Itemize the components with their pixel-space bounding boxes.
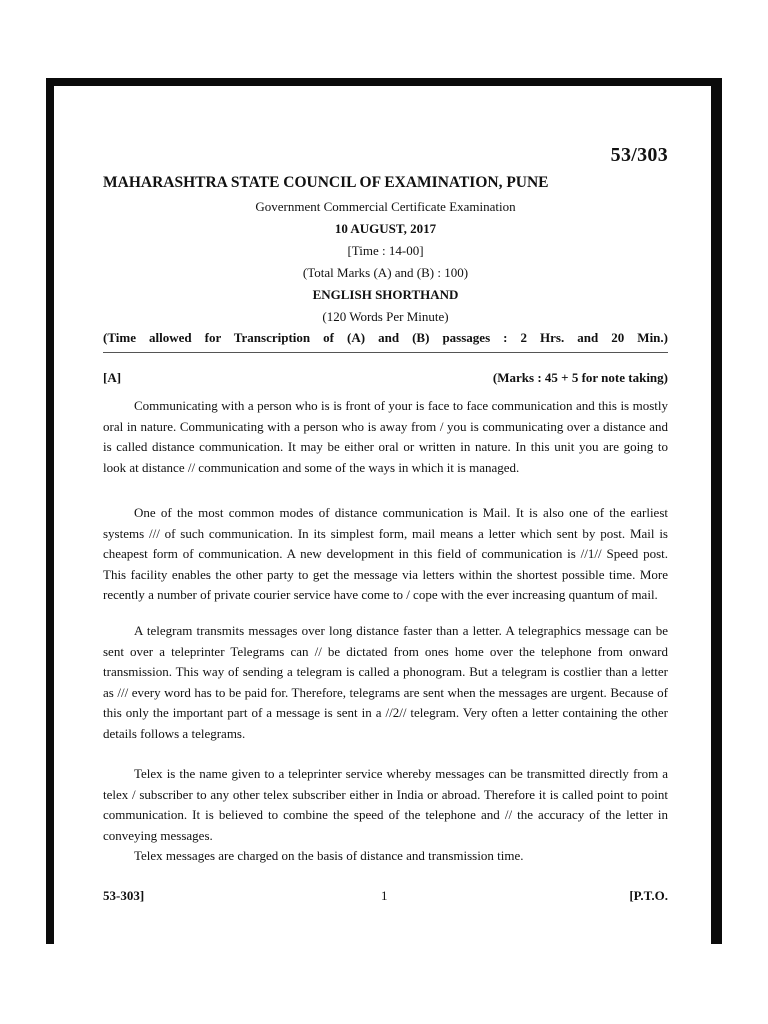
exam-date: 10 AUGUST, 2017	[334, 221, 437, 236]
passage-paragraph-3: A telegram transmits messages over long distance faster than a letter. A telegraphics message can be sent over a teleprinter Telegrams can // be dictated from ones home over the telephone from onward transmission. This way of sending a telegram is called a phonogram. But a telegram is costlier than a letter as /// every word has to be paid for. Therefore, telegrams are sent when the messages are urgent. Because of this only the important part of a message is sent in a //2// telegram. Very often a letter containing the other details follows a telegrams.	[103, 623, 668, 741]
section-heading	[103, 370, 668, 388]
footer-page-number: 1	[381, 888, 388, 903]
footer-pto: [P.T.O.	[629, 888, 668, 903]
page-frame-left-edge	[46, 78, 54, 944]
page-frame-right-edge	[711, 78, 722, 944]
paper-code: 53/303	[610, 144, 668, 166]
exam-name: Government Commercial Certificate Examination	[255, 199, 516, 214]
exam-paper	[103, 86, 668, 936]
subject-title: ENGLISH SHORTHAND	[312, 287, 459, 302]
section-marks: (Marks : 45 + 5 for note taking)	[492, 370, 668, 385]
council-heading: MAHARASHTRA STATE COUNCIL OF EXAMINATION, PUNE	[103, 174, 549, 191]
passage-paragraph-4: Telex is the name given to a teleprinter service whereby messages can be transmitted directly from a telex / subscriber to any other telex subscriber either in India or abroad. Therefore it is called point to point communication. It is believed to combine the speed of the telephone and // the accuracy of the letter in conveying messages.	[103, 766, 668, 843]
passage-paragraph-5: Telex messages are charged on the basis of distance and transmission time.	[134, 848, 524, 863]
page-frame-top-edge	[46, 78, 722, 86]
exam-time: [Time : 14-00]	[347, 243, 424, 258]
time-allowed-note: (Time allowed for Transcription of (A) and (B) passages : 2 Hrs. and 20 Min.)	[103, 330, 668, 345]
passage-paragraph-1: Communicating with a person who is is front of your is face to face communication and this is mostly oral in nature. Communicating with a person who is away from / you is communicating over a distance and is called distance communication. It may be either oral or written in nature. In this unit you are going to look at distance // communication and some of the ways in which it is managed.	[103, 398, 668, 475]
speed-note: (120 Words Per Minute)	[322, 309, 449, 324]
section-label: [A]	[103, 370, 122, 385]
header-divider	[103, 352, 668, 353]
total-marks: (Total Marks (A) and (B) : 100)	[302, 265, 469, 280]
footer-paper-code: 53-303]	[103, 888, 145, 903]
passage-paragraph-2: One of the most common modes of distance communication is Mail. It is also one of the earliest systems /// of such communication. In its simplest form, mail means a letter which sent by post. Mail is cheapest form of communication. A new development in this field of communication is //1// Speed post. This facility enables the other party to get the message via letters within the shortest possible time. More recently a number of private courier service have come to / cope with the ever increasing quantum of mail.	[103, 505, 668, 602]
